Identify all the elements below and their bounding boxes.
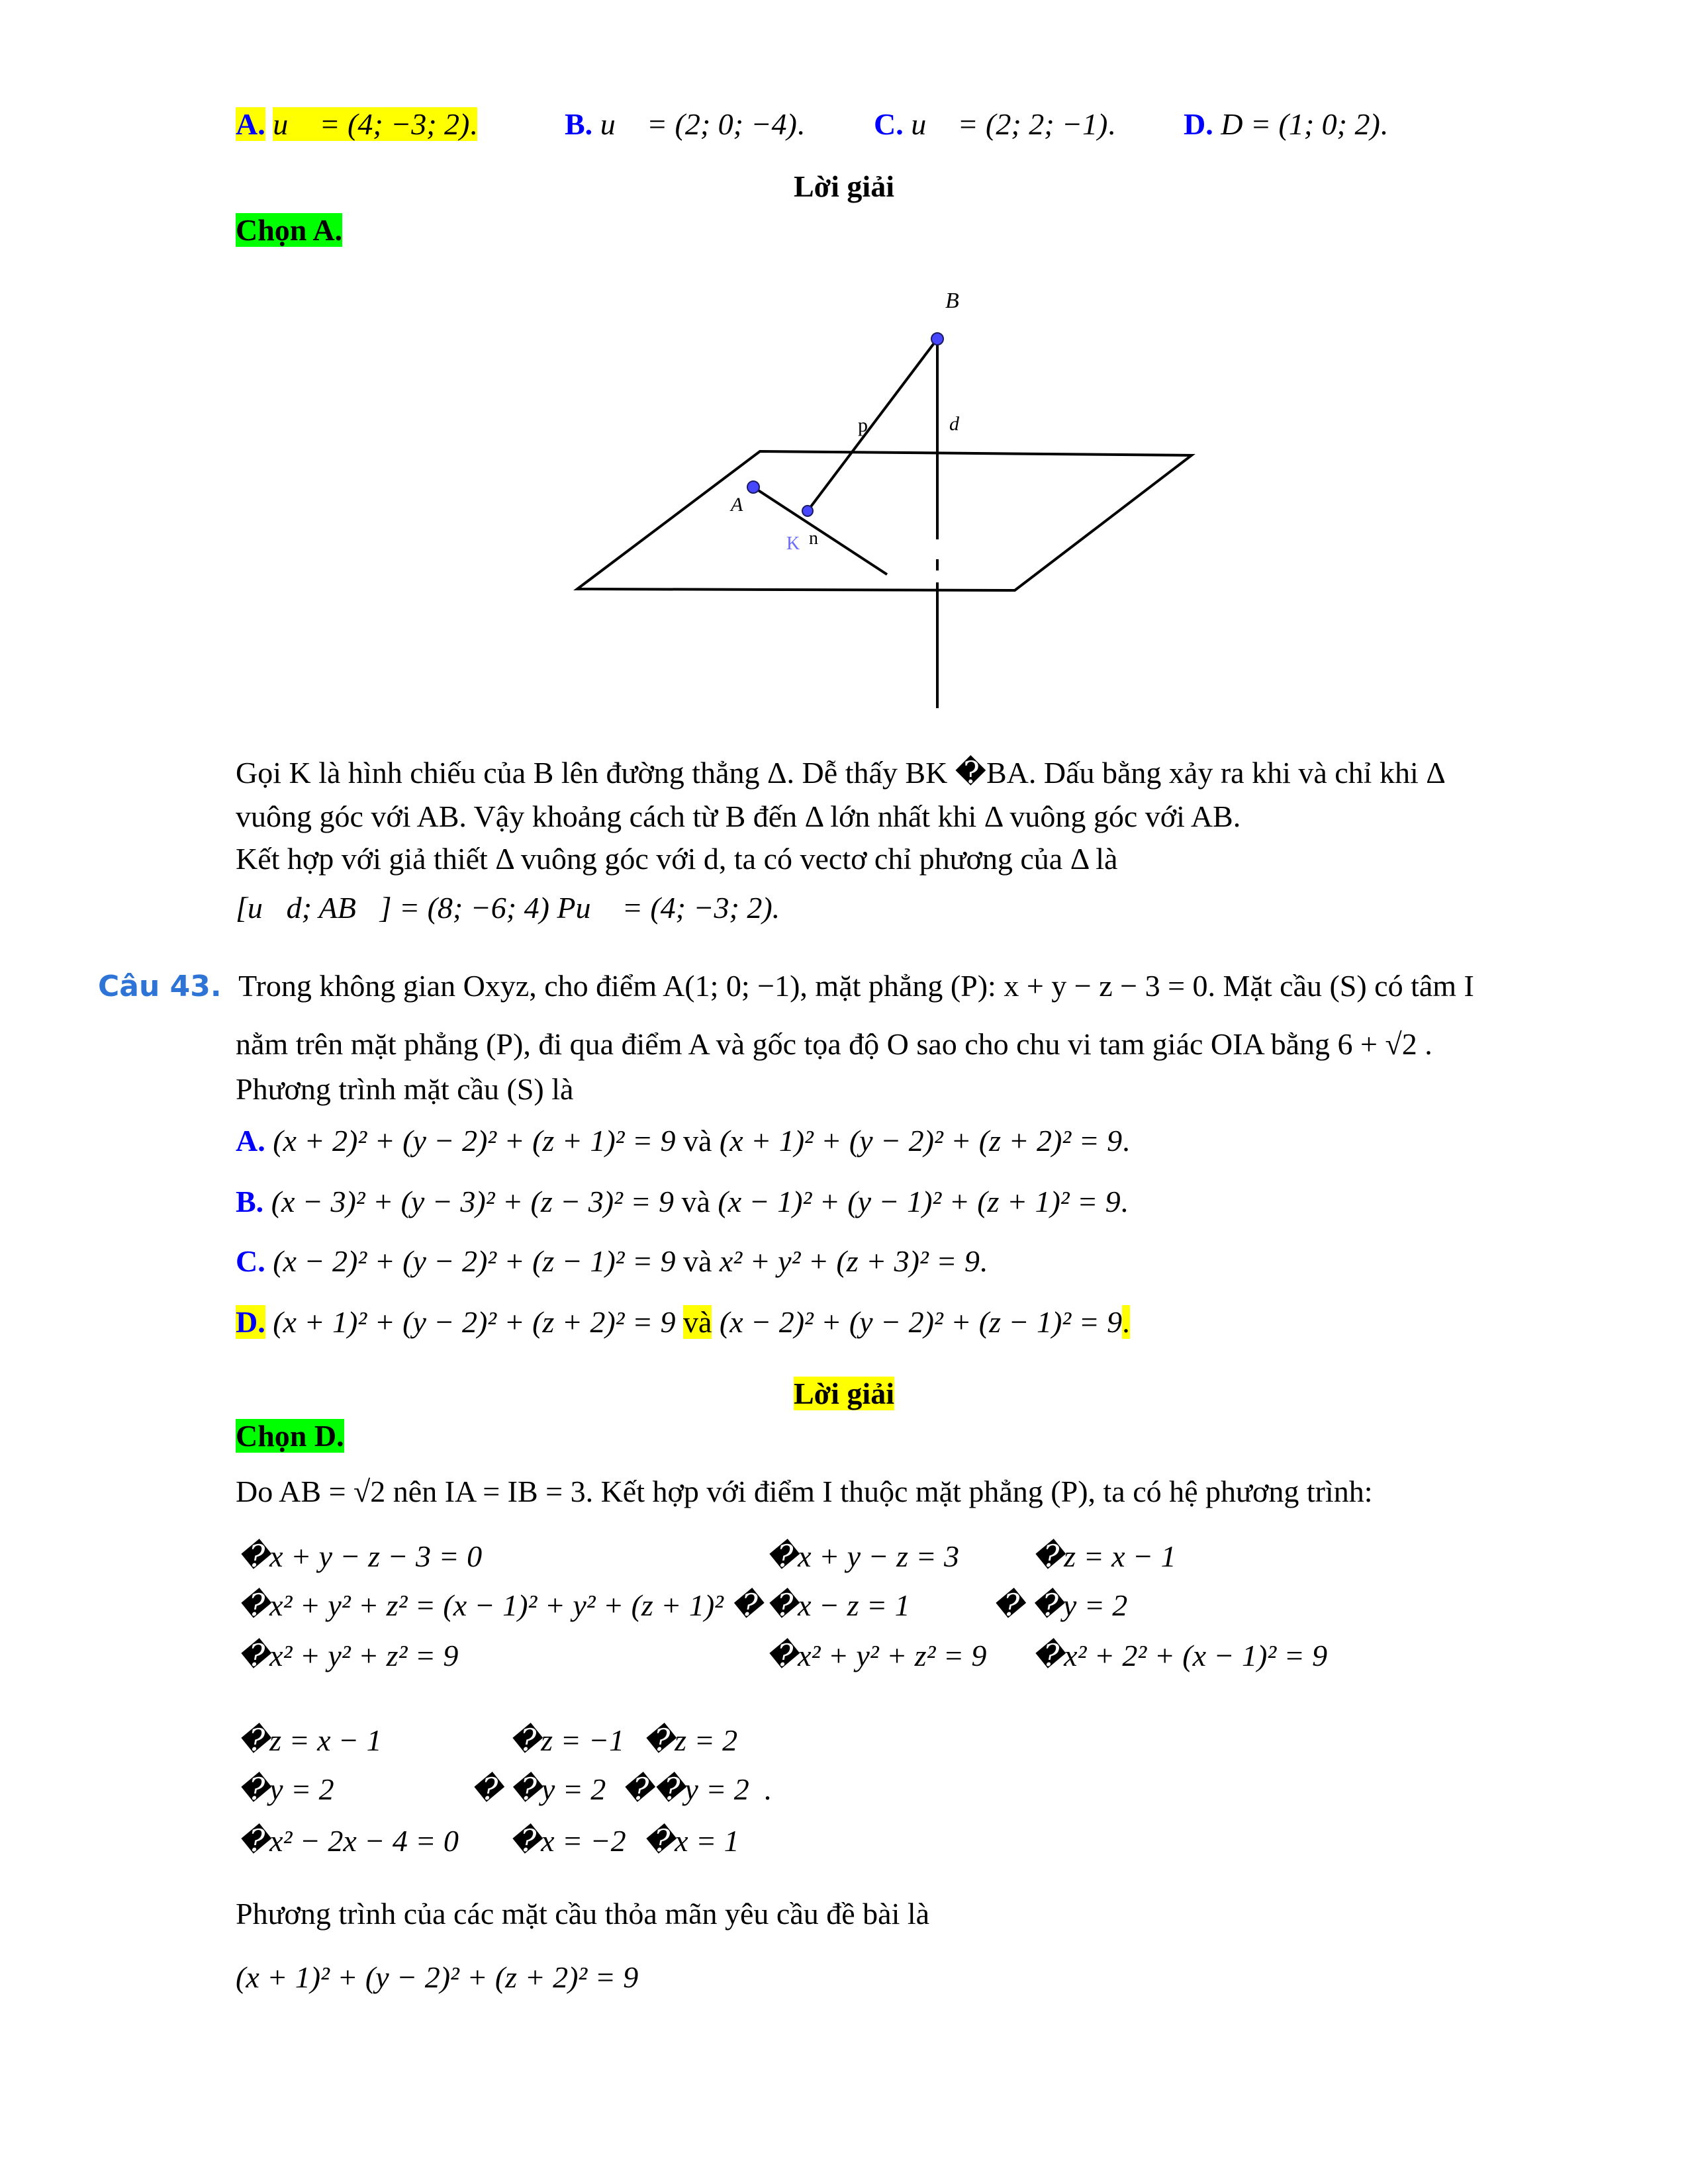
system2-col2-row3: �x = −2 (510, 1824, 626, 1858)
q42-line-1: Gọi K là hình chiếu của B lên đường thẳng Δ. Dễ thấy BK �BA. Dấu bằng xảy ra khi và chỉ khi Δ (236, 756, 1446, 790)
system2-col3-row1: �z = 2 (643, 1723, 738, 1757)
q42-line-4: [u⃗d; AB⃗] = (8; −6; 4) Pu⃗ = (4; −3; 2). (236, 891, 780, 925)
option-and: và (683, 1124, 712, 1158)
option-suffix: . (796, 107, 805, 141)
choose-text: Chọn D. (236, 1419, 344, 1453)
option-label: A. (236, 1124, 265, 1158)
point-b (931, 333, 943, 345)
q43-conclusion: Phương trình của các mặt cầu thỏa mãn yêu cầu đề bài là (236, 1897, 930, 1931)
system2-col1-row2: �y = 2 (238, 1772, 334, 1806)
option-label: C. (236, 1244, 265, 1278)
label-p: p (858, 414, 868, 436)
q43-intro: Do AB = √2 nên IA = IB = 3. Kết hợp với điểm I thuộc mặt phẳng (P), ta có hệ phương trình: (236, 1475, 1373, 1508)
system2-col2-row2: � �y = 2 (471, 1772, 606, 1806)
q42-solution-title: Lời giải (794, 169, 894, 203)
option-math: u⃗ = (4; −3; 2) (273, 107, 470, 141)
option-eq2: (x + 1)² + (y − 2)² + (z + 2)² = 9 (719, 1124, 1123, 1158)
q42-option-a (236, 105, 477, 144)
option-math: u⃗ = (2; 2; −1) (911, 107, 1108, 141)
label-n: n (809, 528, 818, 549)
system1-col3-row3: �x² + 2² + (x − 1)² = 9 (1033, 1639, 1328, 1672)
q43-choose (236, 1416, 344, 1456)
label-k: K (786, 533, 800, 554)
choose-text: Chọn A. (236, 213, 343, 247)
system1-col2-row3: �x² + y² + z² = 9 (767, 1639, 987, 1672)
plane-p (577, 451, 1192, 590)
option-eq2: x² + y² + (z + 3)² = 9 (719, 1244, 980, 1278)
system2-col3-row2-text: ��y = 2 (622, 1772, 749, 1806)
option-label: C. (874, 107, 904, 141)
option-label: D. (236, 1305, 265, 1339)
q43-option-b (236, 1182, 1128, 1222)
q42-option-d (1184, 105, 1387, 144)
label-b: B (945, 289, 959, 313)
system1-col1-row3: �x² + y² + z² = 9 (238, 1639, 459, 1672)
option-suffix: . (1380, 107, 1388, 141)
q43-option-c (236, 1242, 987, 1281)
option-label: D. (1184, 107, 1213, 141)
option-eq1: (x − 2)² + (y − 2)² + (z − 1)² = 9 (273, 1244, 676, 1278)
solution-title-text: Lời giải (794, 1377, 894, 1410)
system1-col2-row1: �x + y − z = 3 (767, 1539, 960, 1573)
system1-col1-row2: �x² + y² + z² = (x − 1)² + y² + (z + 1)² � (238, 1588, 763, 1622)
segment-bk (808, 339, 937, 511)
option-suffix: . (469, 107, 477, 141)
q43-stem-line-1 (98, 966, 1474, 1007)
option-eq2: (x − 1)² + (y − 1)² + (z + 1)² = 9 (718, 1185, 1121, 1218)
system2-col1-row3: �x² − 2x − 4 = 0 (238, 1824, 459, 1858)
question-number: Câu 43. (98, 970, 222, 1003)
option-suffix: . (1120, 1185, 1129, 1218)
q43-option-a (236, 1121, 1130, 1161)
system2-col1-row1: �z = x − 1 (238, 1723, 382, 1757)
option-math: u⃗ = (2; 0; −4) (600, 107, 797, 141)
system2-col3-row2 (622, 1770, 771, 1809)
option-eq1: (x + 2)² + (y − 2)² + (z + 1)² = 9 (273, 1124, 676, 1158)
point-a (747, 481, 759, 493)
option-eq1: (x + 1)² + (y − 2)² + (z + 2)² = 9 (273, 1305, 676, 1339)
option-suffix: . (979, 1244, 988, 1278)
option-suffix: . (1107, 107, 1115, 141)
q42-choose (236, 210, 342, 250)
stem-text: Trong không gian Oxyz, cho điểm A(1; 0; −1), mặt phẳng (P): x + y − z − 3 = 0. Mặt cầu (S) có tâm I (238, 969, 1474, 1003)
q42-line-2: vuông góc với AB. Vậy khoảng cách từ B đến Δ lớn nhất khi Δ vuông góc với AB. (236, 799, 1241, 833)
label-a: A (731, 494, 743, 516)
geometry-figure (569, 285, 1205, 721)
system1-col3-row1: �z = x − 1 (1033, 1539, 1176, 1573)
system2-col3-row3: �x = 1 (643, 1824, 739, 1858)
option-suffix: . (1122, 1124, 1130, 1158)
q42-option-b (565, 105, 804, 144)
system2-col2-row1: �z = −1 (510, 1723, 625, 1757)
option-eq1: (x − 3)² + (y − 3)² + (z − 3)² = 9 (271, 1185, 674, 1218)
q43-solution-title (0, 1374, 1688, 1414)
system1-col2-row2: �x − z = 1 (767, 1588, 910, 1622)
system2-suffix: . (763, 1772, 772, 1806)
q43-stem-line-2: nằm trên mặt phẳng (P), đi qua điểm A và gốc tọa độ O sao cho chu vi tam giác OIA bằng 6 + √2 . (236, 1027, 1432, 1061)
option-label: B. (565, 107, 593, 141)
q43-final-equation: (x + 1)² + (y − 2)² + (z + 2)² = 9 (236, 1960, 639, 1994)
option-suffix: . (1122, 1305, 1130, 1339)
option-and: và (681, 1185, 710, 1218)
q43-option-d (236, 1302, 1130, 1342)
system1-col3-row2: � �y = 2 (993, 1588, 1128, 1622)
q42-line-3: Kết hợp với giả thiết Δ vuông góc với d, ta có vectơ chỉ phương của Δ là (236, 842, 1118, 876)
option-math: D = (1; 0; 2) (1221, 107, 1380, 141)
option-eq2: (x − 2)² + (y − 2)² + (z − 1)² = 9 (719, 1305, 1123, 1339)
system1-col1-row1: �x + y − z − 3 = 0 (238, 1539, 483, 1573)
line-delta (753, 487, 887, 574)
point-k (802, 506, 813, 516)
option-label: B. (236, 1185, 264, 1218)
q42-option-c (874, 105, 1115, 144)
option-and: và (683, 1305, 712, 1339)
label-d: d (949, 413, 959, 435)
option-label: A. (236, 107, 265, 141)
option-and: và (683, 1244, 712, 1278)
q43-stem-line-3: Phương trình mặt cầu (S) là (236, 1072, 574, 1106)
